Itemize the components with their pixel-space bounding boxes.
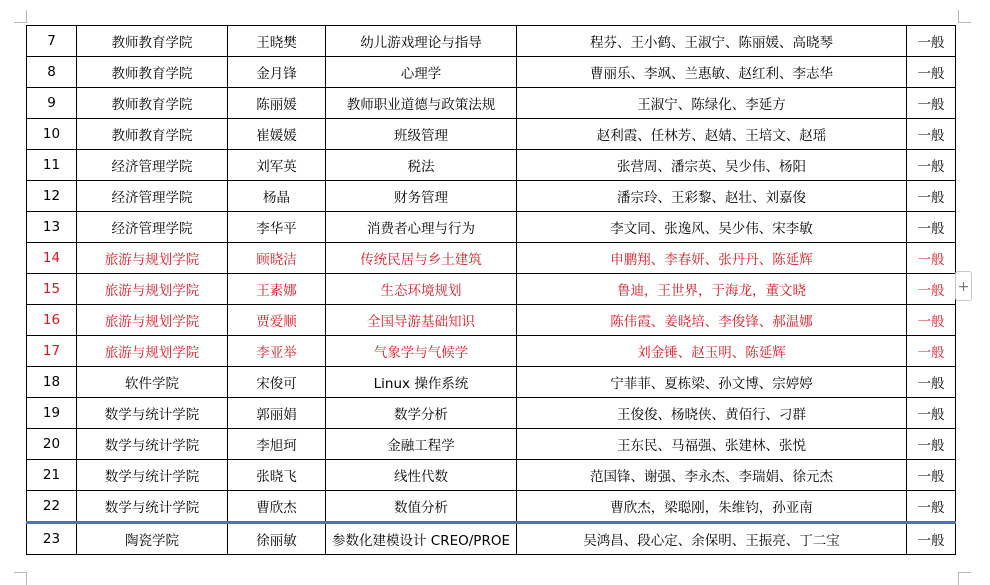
level-cell[interactable]: 一般	[907, 26, 956, 57]
level-cell[interactable]: 一般	[907, 491, 956, 523]
course-name-cell[interactable]: 生态环境规划	[326, 274, 517, 305]
college-cell[interactable]: 经济管理学院	[77, 150, 228, 181]
team-members-cell[interactable]: 张营周、潘宗英、吴少伟、杨阳	[517, 150, 907, 181]
leader-cell[interactable]: 王素娜	[228, 274, 326, 305]
leader-cell[interactable]: 李旭珂	[228, 429, 326, 460]
page-corner-mark	[958, 572, 971, 585]
row-number-cell[interactable]: 14	[27, 243, 77, 274]
level-cell[interactable]: 一般	[907, 150, 956, 181]
course-table	[26, 25, 956, 555]
course-name-cell[interactable]: 财务管理	[326, 181, 517, 212]
team-members-cell[interactable]: 王东民、马福强、张建林、张悦	[517, 429, 907, 460]
table-row	[27, 88, 956, 119]
row-number-cell[interactable]: 17	[27, 336, 77, 367]
row-number-cell[interactable]: 7	[27, 26, 77, 57]
row-number-cell[interactable]: 21	[27, 460, 77, 491]
level-cell[interactable]: 一般	[907, 523, 956, 555]
course-name-cell[interactable]: 教师职业道德与政策法规	[326, 88, 517, 119]
team-members-cell[interactable]: 王俊俊、杨晓侠、黄佰行、刁群	[517, 398, 907, 429]
leader-cell[interactable]: 张晓飞	[228, 460, 326, 491]
add-row-button[interactable]: +	[955, 271, 972, 301]
table-row	[27, 460, 956, 491]
row-number-cell[interactable]: 18	[27, 367, 77, 398]
course-name-cell[interactable]: 数值分析	[326, 491, 517, 523]
leader-cell[interactable]: 王晓樊	[228, 26, 326, 57]
table-row	[27, 398, 956, 429]
level-cell[interactable]: 一般	[907, 181, 956, 212]
page-corner-mark	[14, 572, 27, 585]
row-number-cell[interactable]: 10	[27, 119, 77, 150]
course-name-cell[interactable]: 消费者心理与行为	[326, 212, 517, 243]
course-name-cell[interactable]: 线性代数	[326, 460, 517, 491]
college-cell[interactable]: 数学与统计学院	[77, 460, 228, 491]
table-row	[27, 150, 956, 181]
team-members-cell[interactable]: 鲁迪，王世界，于海龙，董文晓	[517, 274, 907, 305]
college-cell[interactable]: 教师教育学院	[77, 26, 228, 57]
college-cell[interactable]: 经济管理学院	[77, 181, 228, 212]
leader-cell[interactable]: 崔媛媛	[228, 119, 326, 150]
page-corner-mark	[958, 10, 971, 23]
leader-cell[interactable]: 顾晓洁	[228, 243, 326, 274]
team-members-cell[interactable]: 宁菲菲、夏栋梁、孙文博、宗婷婷	[517, 367, 907, 398]
level-cell[interactable]: 一般	[907, 460, 956, 491]
college-cell[interactable]: 软件学院	[77, 367, 228, 398]
level-cell[interactable]: 一般	[907, 429, 956, 460]
college-cell[interactable]: 旅游与规划学院	[77, 274, 228, 305]
team-members-cell[interactable]: 吴鸿昌、段心定、余保明、王振亮、丁二宝	[517, 523, 907, 555]
college-cell[interactable]: 教师教育学院	[77, 119, 228, 150]
table-row	[27, 243, 956, 274]
level-cell[interactable]: 一般	[907, 243, 956, 274]
course-name-cell[interactable]: 班级管理	[326, 119, 517, 150]
leader-cell[interactable]: 宋俊可	[228, 367, 326, 398]
row-number-cell[interactable]: 8	[27, 57, 77, 88]
team-members-cell[interactable]: 李文同、张逸风、吴少伟、宋李敏	[517, 212, 907, 243]
row-number-cell[interactable]: 16	[27, 305, 77, 336]
college-cell[interactable]: 教师教育学院	[77, 88, 228, 119]
college-cell[interactable]: 经济管理学院	[77, 212, 228, 243]
leader-cell[interactable]: 陈丽媛	[228, 88, 326, 119]
row-number-cell[interactable]: 15	[27, 274, 77, 305]
table-row	[27, 57, 956, 88]
team-members-cell[interactable]: 申鹏翔、李春妍、张丹丹、陈延辉	[517, 243, 907, 274]
college-cell[interactable]: 数学与统计学院	[77, 398, 228, 429]
course-name-cell[interactable]: 心理学	[326, 57, 517, 88]
level-cell[interactable]: 一般	[907, 119, 956, 150]
college-cell[interactable]: 旅游与规划学院	[77, 336, 228, 367]
table-row	[27, 305, 956, 336]
row-number-cell[interactable]: 20	[27, 429, 77, 460]
row-number-cell[interactable]: 13	[27, 212, 77, 243]
leader-cell[interactable]: 李亚举	[228, 336, 326, 367]
row-number-cell[interactable]: 11	[27, 150, 77, 181]
team-members-cell[interactable]: 范国锋、谢强、李永杰、李瑞娟、徐元杰	[517, 460, 907, 491]
page-corner-mark	[14, 10, 27, 23]
team-members-cell[interactable]: 刘金锤、赵玉明、陈延辉	[517, 336, 907, 367]
leader-cell[interactable]: 杨晶	[228, 181, 326, 212]
team-members-cell[interactable]: 陈伟霞、姜晓培、李俊锋、郝温娜	[517, 305, 907, 336]
table-row	[27, 491, 956, 523]
table-row	[27, 367, 956, 398]
row-number-cell[interactable]: 12	[27, 181, 77, 212]
course-name-cell[interactable]: Linux 操作系统	[326, 367, 517, 398]
course-name-cell[interactable]: 传统民居与乡土建筑	[326, 243, 517, 274]
course-name-cell[interactable]: 气象学与气候学	[326, 336, 517, 367]
table-row	[27, 181, 956, 212]
course-name-cell[interactable]: 数学分析	[326, 398, 517, 429]
level-cell[interactable]: 一般	[907, 274, 956, 305]
row-number-cell[interactable]: 22	[27, 491, 77, 523]
table-row	[27, 26, 956, 57]
college-cell[interactable]: 数学与统计学院	[77, 429, 228, 460]
college-cell[interactable]: 旅游与规划学院	[77, 243, 228, 274]
team-members-cell[interactable]: 王淑宁、陈绿化、李延方	[517, 88, 907, 119]
row-number-cell[interactable]: 19	[27, 398, 77, 429]
team-members-cell[interactable]: 曹欣杰，梁聪刚，朱维钧，孙亚南	[517, 491, 907, 523]
level-cell[interactable]: 一般	[907, 367, 956, 398]
course-name-cell[interactable]: 全国导游基础知识	[326, 305, 517, 336]
leader-cell[interactable]: 郭丽娟	[228, 398, 326, 429]
leader-cell[interactable]: 金月锋	[228, 57, 326, 88]
level-cell[interactable]: 一般	[907, 398, 956, 429]
college-cell[interactable]: 教师教育学院	[77, 57, 228, 88]
table-row	[27, 523, 956, 555]
row-number-cell[interactable]: 9	[27, 88, 77, 119]
row-number-cell[interactable]: 23	[27, 523, 77, 555]
team-members-cell[interactable]: 曹丽乐、李飒、兰惠敏、赵红利、李志华	[517, 57, 907, 88]
course-name-cell[interactable]: 税法	[326, 150, 517, 181]
table-row	[27, 119, 956, 150]
level-cell[interactable]: 一般	[907, 305, 956, 336]
college-cell[interactable]: 数学与统计学院	[77, 491, 228, 523]
leader-cell[interactable]: 贾爱顺	[228, 305, 326, 336]
table-row	[27, 212, 956, 243]
level-cell[interactable]: 一般	[907, 336, 956, 367]
table-row	[27, 336, 956, 367]
course-name-cell[interactable]: 幼儿游戏理论与指导	[326, 26, 517, 57]
college-cell[interactable]: 陶瓷学院	[77, 523, 228, 555]
leader-cell[interactable]: 曹欣杰	[228, 491, 326, 523]
team-members-cell[interactable]: 赵利霞、任林芳、赵婧、王培文、赵瑶	[517, 119, 907, 150]
level-cell[interactable]: 一般	[907, 88, 956, 119]
course-name-cell[interactable]: 参数化建模设计 CREO/PROE	[326, 523, 517, 555]
level-cell[interactable]: 一般	[907, 57, 956, 88]
leader-cell[interactable]: 徐丽敏	[228, 523, 326, 555]
table-row	[27, 274, 956, 305]
team-members-cell[interactable]: 潘宗玲、王彩黎、赵壮、刘嘉俊	[517, 181, 907, 212]
leader-cell[interactable]: 李华平	[228, 212, 326, 243]
table-row	[27, 429, 956, 460]
college-cell[interactable]: 旅游与规划学院	[77, 305, 228, 336]
level-cell[interactable]: 一般	[907, 212, 956, 243]
team-members-cell[interactable]: 程芬、王小鹤、王淑宁、陈丽媛、高晓琴	[517, 26, 907, 57]
course-name-cell[interactable]: 金融工程学	[326, 429, 517, 460]
leader-cell[interactable]: 刘军英	[228, 150, 326, 181]
